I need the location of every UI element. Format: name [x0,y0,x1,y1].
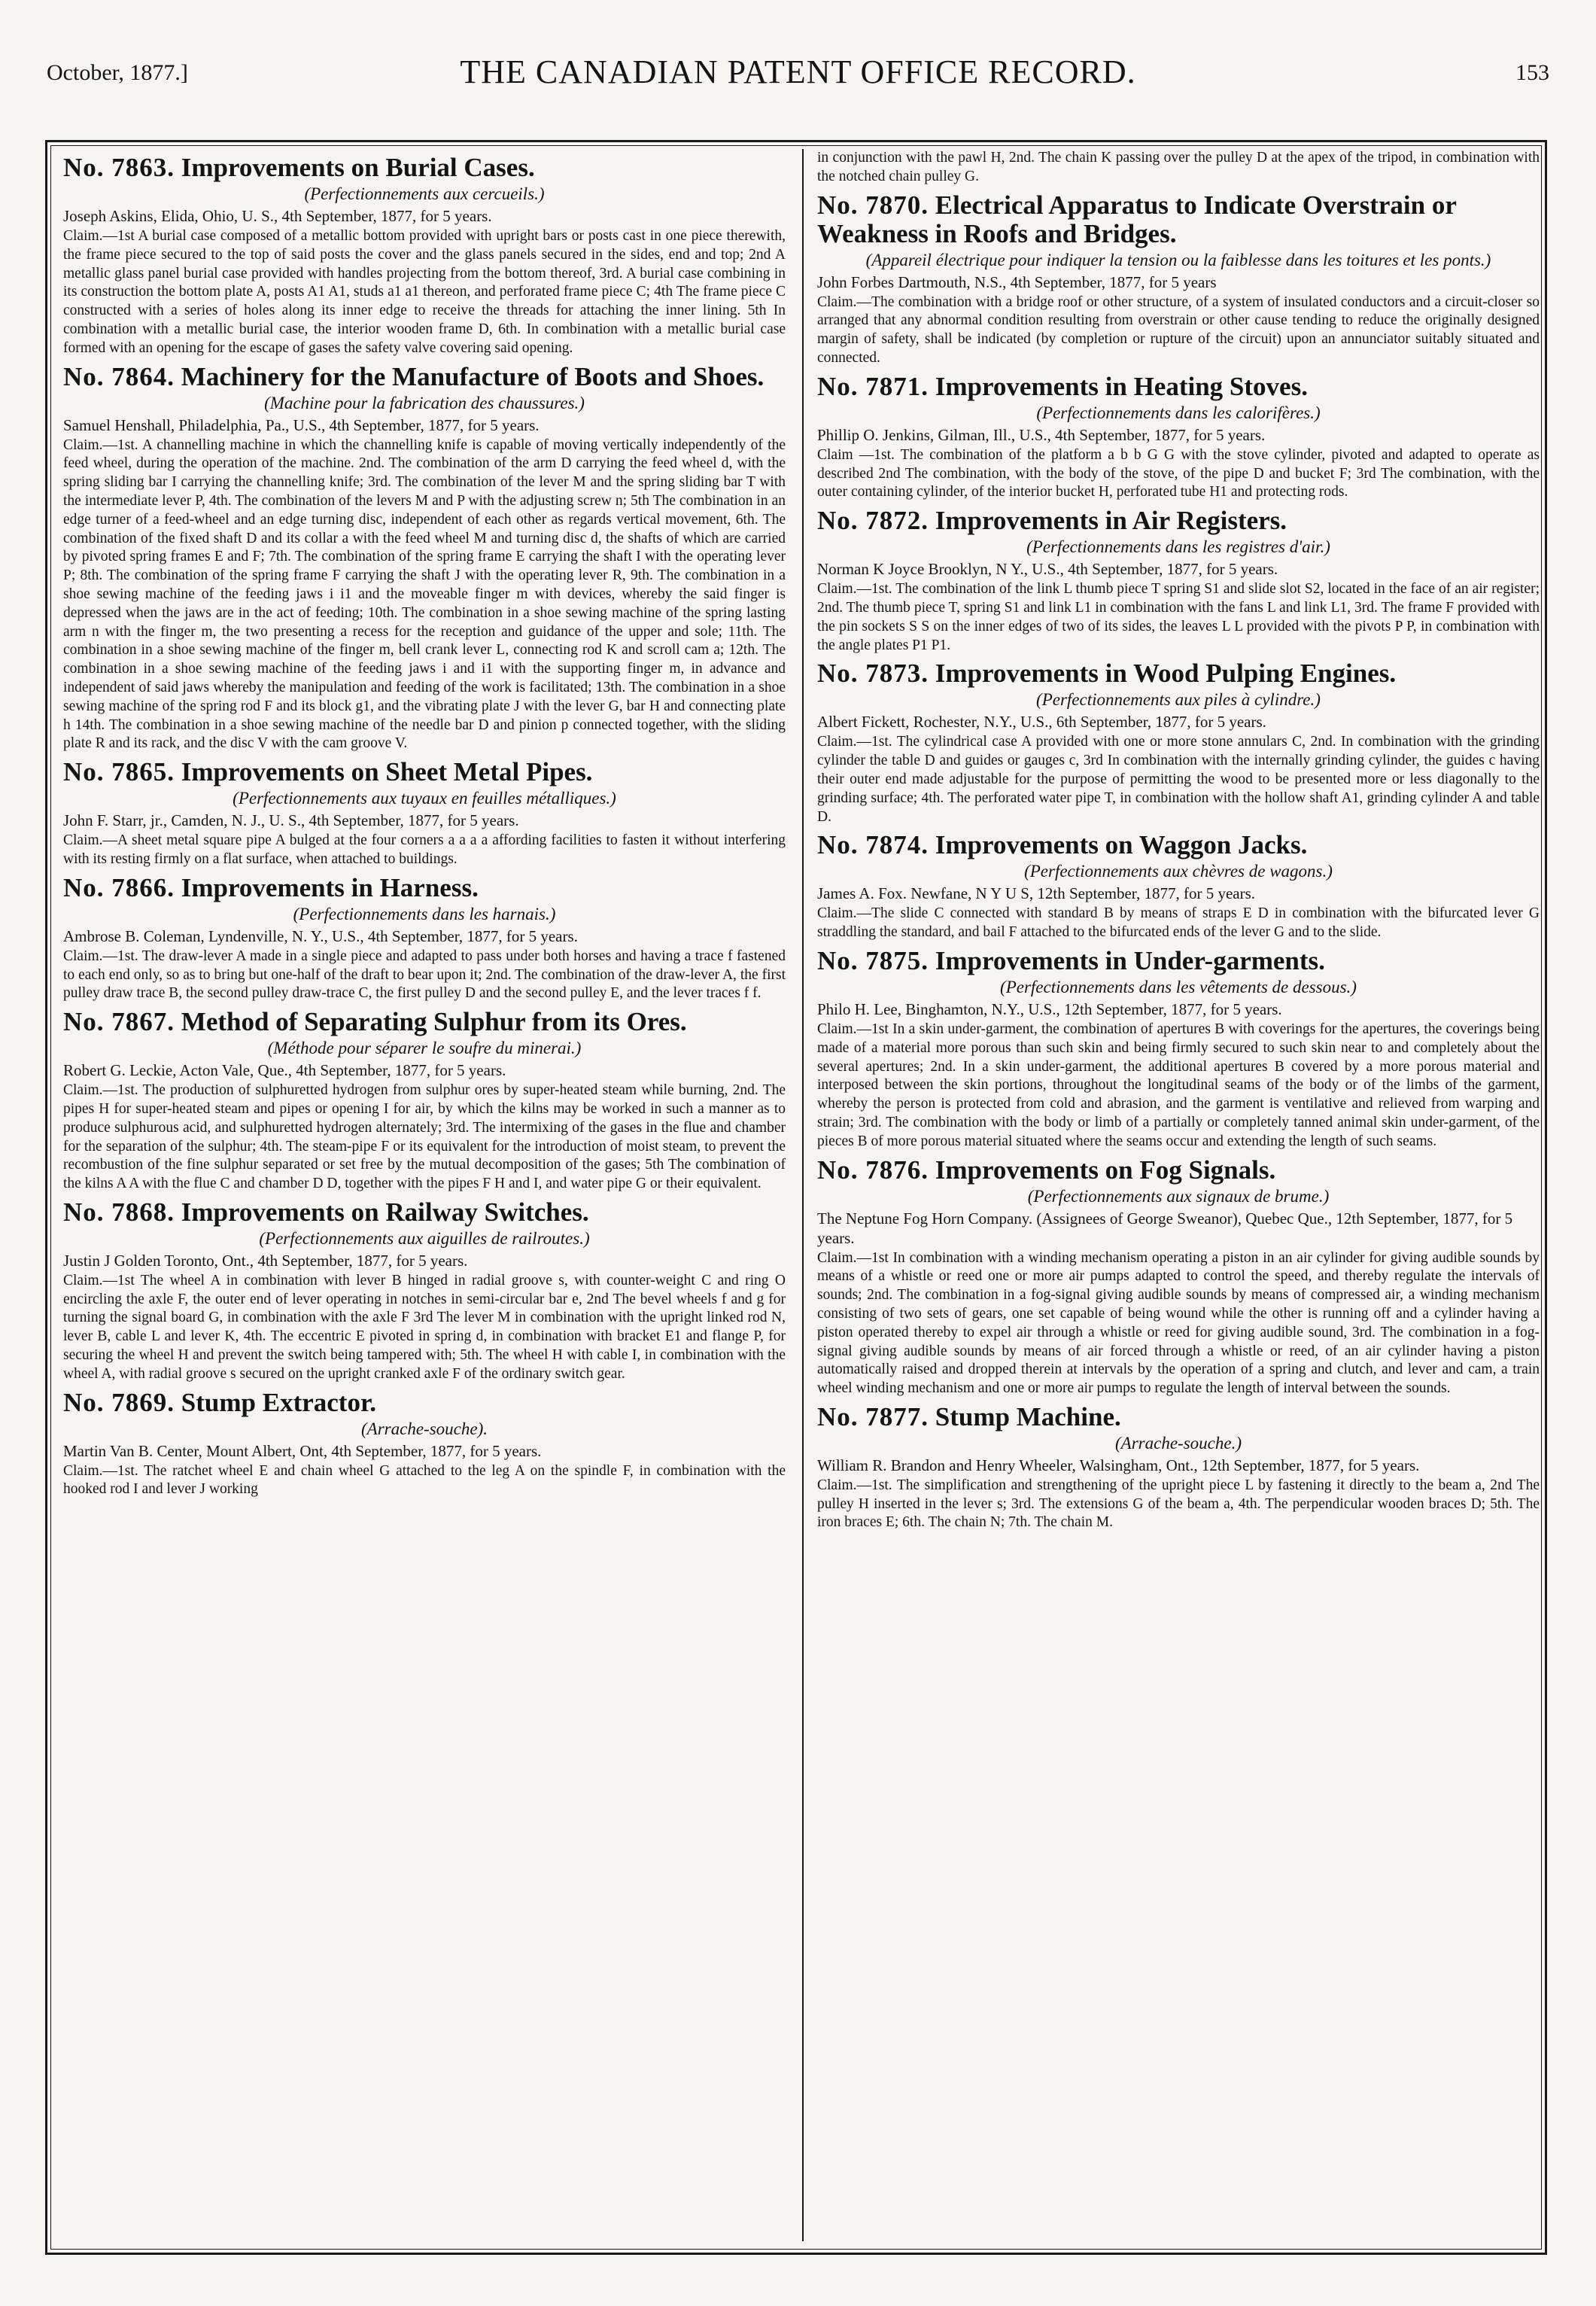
patentee-line: Norman K Joyce Brooklyn, N Y., U.S., 4th September, 1877, for 5 years. [817,560,1278,579]
french-title: (Perfectionnements dans les harnais.) [293,904,556,923]
patentee-line: William R. Brandon and Henry Wheeler, Walsingham, Ont., 12th September, 1877, for 5 years. [817,1456,1420,1474]
french-title: (Perfectionnements aux tuyaux en feuilles métalliques.) [233,789,616,808]
patent-heading [817,1403,1540,1431]
patent-entry [63,874,786,1003]
patent-heading [817,507,1540,535]
french-title: (Perfectionnements aux chèvres de wagons.) [1024,862,1333,881]
patent-number: No. 7872. [817,506,929,536]
patent-title: Improvements in Air Registers. [935,506,1287,536]
patent-number: No. 7874. [817,830,929,860]
patentee-line: Martin Van B. Center, Mount Albert, Ont, 4th September, 1877, for 5 years. [63,1441,542,1460]
patent-entry [63,1008,786,1194]
claim-text: Claim.—The slide C connected with standard B by means of straps E D in combination with the bifurcated lever G straddling the standard, and bail F attached to the bifurcated ends of the lever G and to the slide. [817,905,1540,941]
patent-number: No. 7873. [817,659,929,689]
patent-heading [817,373,1540,401]
patentee-line: Joseph Askins, Elida, Ohio, U. S., 4th September, 1877, for 5 years. [63,207,492,225]
claim-text: Claim.—1st. The simplification and strengthening of the upright piece L by fastening it directly to the beam a, 2nd The pulley H inserted in the lever s; 3rd. The extensions G of the beam a, 4th. The perpendicular wooden braces D; 5th. The iron braces E; 6th. The chain N; 7th. The chain M. [817,1477,1540,1531]
french-title: (Arrache-souche). [361,1419,488,1438]
patent-entry [817,191,1540,368]
claim-text: Claim.—1st. The draw-lever A made in a single piece and adapted to pass under both horses and having a trace f fastened to each end only, so as to bring but one-half of the draft to bear upon it; 2nd. The combination of the draw-lever A, the first pulley draw trace B, the second pulley draw-trace C, the first pulley D and the second pulley E, and the lever traces f f. [63,948,786,1002]
patent-entry [817,947,1540,1151]
patent-entry [817,507,1540,655]
patentee-line: The Neptune Fog Horn Company. (Assignees of George Sweanor), Quebec Que., 12th September, 1877, for 5 years. [817,1209,1513,1247]
patentee-line: John F. Starr, jr., Camden, N. J., U. S., 4th September, 1877, for 5 years. [63,811,519,830]
patent-entry [63,758,786,869]
patent-entry [63,1389,786,1500]
patent-heading [817,659,1540,688]
issue-date: October, 1877.] [47,60,188,85]
patent-entry [817,1156,1540,1398]
patent-entry [63,154,786,358]
french-title: (Machine pour la fabrication des chaussures.) [264,393,585,412]
claim-text: Claim.—1st In combination with a winding mechanism operating a piston in an air cylinder for giving audible sounds by means of a whistle or reed one or more air pumps adapted to control the speed, and thereby regulate the intervals of sounds; 2nd. The combination in a fog-signal giving audible sounds by means of compressed air, a winding mechanism consisting of two sets of gears, one set capable of being wound while the other is running off and a cylinder having a piston operated thereby to expel air through a whistle or reed for giving audible sound, 3rd. The combination in a fog-signal giving audible sounds by means of air forced through a whistle or reed, of an air cylinder having a piston automatically raised and dropped therein at intervals by the operation of a spring and clutch, and lever and cam, a train wheel winding mechanism and one or more air pumps to regulate the length of interval between the sounds. [817,1249,1540,1397]
patentee-line: Samuel Henshall, Philadelphia, Pa., U.S., 4th September, 1877, for 5 years. [63,415,540,434]
patent-number: No. 7871. [817,371,929,401]
patent-title: Improvements on Fog Signals. [935,1155,1276,1185]
patent-number: No. 7863. [63,153,175,182]
patentee-line: Philo H. Lee, Binghamton, N.Y., U.S., 12th September, 1877, for 5 years. [817,999,1282,1018]
patent-heading [817,191,1540,248]
french-title: (Perfectionnements dans les vêtements de dessous.) [1000,977,1357,996]
journal-title: THE CANADIAN PATENT OFFICE RECORD. [460,53,1136,90]
patent-entry [63,1198,786,1384]
patent-title: Improvements in Heating Stoves. [935,371,1308,401]
patent-number: No. 7877. [817,1401,929,1431]
claim-text: Claim.—1st A burial case composed of a metallic bottom provided with upright bars or posts cast in one piece therewith, the frame piece secured to the top of said posts the cover and the glass panels secured in the sides, end and top; 2nd A metallic glass panel burial case provided with handles projecting from the bottom thereof, 3rd. A burial case combining in its construction the bottom plate A, posts A1 A1, studs a1 a1 thereon, and perforated frame piece C; 4th The frame piece C constructed with a series of holes along its inner edge to receive the threads for attaching the inner lining. 5th In combination with a metallic burial case, the interior wooden frame D, 6th. In combination with a metallic burial case formed with an opening for the escape of gases the safety valve covering said opening. [63,228,786,356]
right-column [817,149,1540,2241]
patent-title: Stump Machine. [935,1401,1121,1431]
patent-heading [817,947,1540,975]
patentee-line: Justin J Golden Toronto, Ont., 4th September, 1877, for 5 years. [63,1251,468,1270]
french-title: (Perfectionnements aux cercueils.) [304,184,545,203]
patent-title: Electrical Apparatus to Indicate Overstrain or Weakness in Roofs and Bridges. [817,190,1457,248]
patent-number: No. 7865. [63,757,175,787]
patentee-line: John Forbes Dartmouth, N.S., 4th September, 1877, for 5 years [817,272,1217,291]
patent-title: Improvements on Sheet Metal Pipes. [181,757,593,787]
patent-entry [817,659,1540,826]
patentee-line: Ambrose B. Coleman, Lyndenville, N. Y., U.S., 4th September, 1877, for 5 years. [63,926,578,945]
french-title: (Perfectionnements aux aiguilles de railroutes.) [259,1228,590,1248]
page-header [47,50,1549,95]
patent-heading [63,1198,786,1227]
patent-heading [817,831,1540,859]
patent-heading [63,758,786,786]
claim-text: in conjunction with the pawl H, 2nd. The chain K passing over the pulley D at the apex of the tripod, in combination with the notched chain pulley G. [817,150,1540,184]
patent-entry [817,149,1540,187]
patent-heading [817,1156,1540,1185]
patent-title: Improvements in Harness. [181,872,479,902]
patentee-line: Robert G. Leckie, Acton Vale, Que., 4th September, 1877, for 5 years. [63,1061,506,1080]
patent-title: Improvements on Railway Switches. [181,1197,589,1227]
column-divider [802,149,804,2241]
page-number: 153 [1515,60,1549,85]
claim-text: Claim.—1st. The combination of the link L thumb piece T spring S1 and slide slot S2, located in the face of an air register; 2nd. The thumb piece T, spring S1 and link L1 in combination with the fans L and link L1, 3rd. The frame F provided with the pin sockets S S on the inner edges of two of its sides, the leaves L L provided with the pivots P P, in combination with the angle plates P1 P1. [817,581,1540,653]
claim-text: Claim.—1st. The cylindrical case A provided with one or more stone annulars C, 2nd. In combination with the grinding cylinder the table D and guides or gauges c, 3rd In combination with the internally grinding cylinder, the guides c having their outer end made adjustable for the purpose of permitting the wood to be presented more or less diagonally to the grinding surface; 4th. The perforated water pipe T, in combination with the hollow shaft A1, grinding cylinder A and table D. [817,734,1540,825]
patent-number: No. 7867. [63,1007,175,1037]
left-column [63,149,786,2241]
patentee-line: James A. Fox. Newfane, N Y U S, 12th September, 1877, for 5 years. [817,884,1256,903]
patentee-line: Albert Fickett, Rochester, N.Y., U.S., 6th September, 1877, for 5 years. [817,713,1266,732]
patent-heading [63,363,786,391]
claim-text: Claim —1st. The combination of the platform a b b G G with the stove cylinder, pivoted and adapted to operate as described 2nd The combination, with the body of the stove, of the pipe D and bucket F; 3rd The combination, with the outer containing cylinder, of the interior bucket H, perforated tube H1 and protecting rods. [817,446,1540,500]
patent-heading [63,874,786,902]
patent-title: Stump Extractor. [181,1387,377,1417]
patentee-line: Phillip O. Jenkins, Gilman, Ill., U.S., 4th September, 1877, for 5 years. [817,425,1266,444]
patent-number: No. 7870. [817,190,929,220]
french-title: (Perfectionnements aux piles à cylindre.) [1036,690,1321,710]
claim-text: Claim.—1st. The ratchet wheel E and chain wheel G attached to the leg A on the spindle F, in combination with the hooked rod I and lever J working [63,1462,786,1498]
claim-text: Claim.—1st. The production of sulphuretted hydrogen from sulphur ores by super-heated steam while burning, 2nd. The pipes H for super-heated steam and pipes or opening I for air, by which the kilns may be worked in such a manner as to produce sulphurous acid, and sulphuretted hydrogen alternately; 3rd. The intermixing of the gases in the flue and chamber for the separation of the sulphur; 4th. The steam-pipe F or its equivalent for the introduction of moist steam, to prevent the recombustion of the fine sulphur separated or set free by the mutual decomposition of the gases; 5th The combination of the kilns A A with the flue C and chamber D D, together with the pipes F H and I, and water pipe G or their equivalent. [63,1082,786,1192]
patent-number: No. 7868. [63,1197,175,1227]
patent-entry [817,1403,1540,1532]
patent-title: Machinery for the Manufacture of Boots and Shoes. [181,361,765,391]
patent-title: Improvements in Under-garments. [935,945,1325,975]
patent-title: Method of Separating Sulphur from its Ores. [181,1007,687,1037]
patent-title: Improvements in Wood Pulping Engines. [935,659,1397,689]
patent-title: Improvements on Waggon Jacks. [935,830,1308,860]
patent-number: No. 7864. [63,361,175,391]
french-title: (Perfectionnements aux signaux de brume.) [1027,1186,1330,1206]
patent-number: No. 7869. [63,1387,175,1417]
french-title: (Arrache-souche.) [1115,1433,1242,1453]
claim-text: Claim.—A sheet metal square pipe A bulged at the four corners a a a a affording facilities to fasten it without interfering with its resting firmly on a flat surface, when attached to buildings. [63,832,786,867]
patent-number: No. 7866. [63,872,175,902]
claim-text: Claim.—The combination with a bridge roof or other structure, of a system of insulated conductors and a circuit-closer so arranged that any abnormal condition resulting from overstrain or other cause tending to reduce the originally designed margin of safety, shall be indicated (by completion or rupture of the circuit) upon an annunciator suitably situated and connected. [817,294,1540,366]
patent-heading [63,1389,786,1417]
claim-text: Claim.—1st The wheel A in combination with lever B hinged in radial groove s, with counter-weight C and ring O encircling the axle F, the outer end of lever operating in notches in semi-circular bar e, 2nd The bevel wheels f and g for turning the signal board G, in combination with the axle F 3rd The lever M in combination with the upright linked rod N, lever B, cable L and lever K, 4th. The eccentric E pivoted in spring d, in combination with bracket E1 and flange P, for securing the wheel H and prevent the switch being tampered with; 5th. The wheel H with cable I, in combination with the wheel A, with radial groove s secured on the upright cranked axle F of the ordinary switch gear. [63,1272,786,1382]
patent-number: No. 7876. [817,1155,929,1185]
patent-entry [817,373,1540,502]
claim-text: Claim.—1st. A channelling machine in which the channelling knife is capable of moving vertically independently of the feed wheel, during the operation of the machine. 2nd. The combination of the arm D carrying the feed wheel d, with the spring sliding bar I carrying the channelling knife; 3rd. The combination of the lever M and the spring sliding bar T with the intermediate lever P, 4th. The combination of the levers M and P with the adjusting screw n; 5th The combination in an edge turner of a feed-wheel and an edge turning disc, independent of each other as regards vertical movement, 6th. The combination of the fixed shaft D and its collar a with the feed wheel M and turning disc d, the shafts of which are carried by pivoted spring frames E and F; 7th. The combination of the spring frame E carrying the shaft I with the operating lever P; 8th. The combination of the spring frame F carrying the shaft J with the operating lever R, 9th. The combination in a shoe sewing machine of the feeding jaws i i1 and the moveable finger m with devices, whereby the said finger is depressed when the jaws are in the act of feeding; 10th. The combination in a shoe sewing machine of the spring lasting arm n with the finger m, the two presenting a recess for the reception and guidance of the upper and sole; 11th. The combination in a shoe sewing machine of the finger m, bell crank lever L, connecting rod K and scroll cam a; 12th. The combination in a shoe sewing machine of the feeding jaws i and i1 with the supporting finger m, in advance and independent of said jaws whereby the manipulation and feeding of the work is facilitated; 13th. The combination in a shoe sewing machine of the spring rod F and its block g1, and the vibrating plate J with the lever G, bar H and connecting plate h 14th. The combination in a shoe sewing machine of the needle bar D and pinion p connected together, with the sliding plate R and its rack, and the disc V with the cam groove V. [63,437,786,752]
french-title: (Perfectionnements dans les registres d'air.) [1026,537,1330,557]
patent-title: Improvements on Burial Cases. [181,153,535,182]
french-title: (Appareil électrique pour indiquer la tension ou la faiblesse dans les toitures et les ponts.) [865,250,1491,269]
patent-heading [63,154,786,182]
patent-entry [817,831,1540,942]
patent-entry [63,363,786,754]
patent-number: No. 7875. [817,945,929,975]
claim-text: Claim.—1st In a skin under-garment, the combination of apertures B with coverings for the apertures, the coverings being made of a material more porous than such skin and being firmly secured to such skin near to and completely about the several apertures; 2nd. In a skin under-garment, the additional apertures B covered by a more porous material and interposed between the skin portions, throughout the longitudinal seams of the body or of the limbs of the garment, whereby the person is protected from cold and abrasion, and the garment is ventilative and relieved from warping and strain; 3rd. The combination with the body or limb of a partially or completely tanned animal skin under-garment, of the pieces B of more porous material situated where the seams occur and extending the length of such seams. [817,1021,1540,1149]
patent-heading [63,1008,786,1036]
french-title: (Perfectionnements dans les calorifères.) [1036,403,1321,422]
french-title: (Méthode pour séparer le soufre du minerai.) [267,1039,582,1058]
